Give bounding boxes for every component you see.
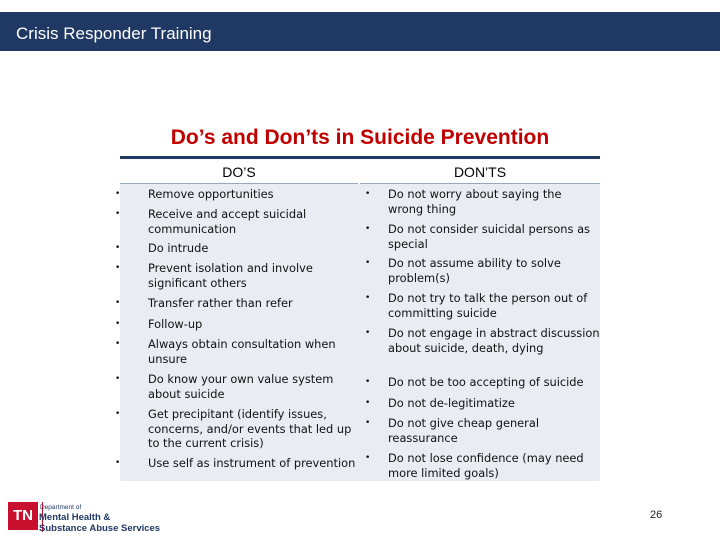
donts-item-text: Do not give cheap general reassurance xyxy=(388,416,540,445)
bullet: • xyxy=(365,293,371,303)
tn-department-logo xyxy=(8,498,168,538)
donts-header-underline xyxy=(360,183,600,184)
bullet: • xyxy=(115,209,121,219)
dos-item-text: Prevent isolation and involve significant others xyxy=(148,261,313,290)
donts-item-text: Do not be too accepting of suicide xyxy=(388,375,584,389)
logo-text xyxy=(39,504,160,534)
donts-item-text: Do not consider suicidal persons as special xyxy=(388,222,590,251)
bullet: • xyxy=(115,319,121,329)
header-banner xyxy=(0,12,720,51)
dos-header xyxy=(120,159,360,184)
dos-item-text: Receive and accept suicidal communication xyxy=(148,207,307,236)
bullet: • xyxy=(365,189,371,199)
dos-column xyxy=(115,159,360,481)
bullet: • xyxy=(115,339,121,349)
tn-logo-mark: TN xyxy=(8,502,38,530)
bullet: • xyxy=(365,398,371,408)
donts-item-text: Do not try to talk the person out of committing suicide xyxy=(388,291,588,320)
logo-department: Department of xyxy=(40,504,82,511)
bullet: • xyxy=(115,374,121,384)
dos-item-text: Do know your own value system about suicide xyxy=(148,372,334,401)
logo-line-1: Mental Health & xyxy=(39,512,111,523)
page-number: 26 xyxy=(650,509,663,521)
donts-item-text: Do not assume ability to solve problem(s) xyxy=(388,256,561,285)
dos-item-text: Follow-up xyxy=(148,317,203,331)
bullet: • xyxy=(115,409,121,419)
donts-item-text: Do not worry about saying the wrong thing xyxy=(388,187,562,216)
bullet: • xyxy=(115,243,121,253)
logo-line-2: Substance Abuse Services xyxy=(39,523,161,534)
dos-header-underline xyxy=(120,183,358,184)
donts-column xyxy=(360,159,600,481)
header-title: Crisis Responder Training xyxy=(16,24,212,43)
dos-item-text: Get precipitant (identify issues, concerns, and/or events that led up to the current crisis) xyxy=(148,407,352,450)
donts-item-text: Do not lose confidence (may need more limited goals) xyxy=(388,451,584,480)
donts-item-text: Do not engage in abstract discussion about suicide, death, dying xyxy=(388,326,600,355)
bullet: • xyxy=(365,453,371,463)
dos-heading: DO’S xyxy=(222,164,256,180)
bullet: • xyxy=(365,224,371,234)
bullet: • xyxy=(115,189,121,199)
dos-item-text: Always obtain consultation when unsure xyxy=(148,337,336,366)
donts-item-text: Do not de-legitimatize xyxy=(388,396,515,410)
bullet: • xyxy=(115,298,121,308)
dos-item-text: Do intrude xyxy=(148,241,209,255)
bullet: • xyxy=(115,458,121,468)
donts-heading: DON’TS xyxy=(453,164,507,180)
bullet: • xyxy=(365,377,371,387)
bullet: • xyxy=(115,263,121,273)
bullet: • xyxy=(365,258,371,268)
dos-item-text: Remove opportunities xyxy=(148,187,274,201)
bullet: • xyxy=(365,418,371,428)
slide-title: Do’s and Don’ts in Suicide Prevention xyxy=(170,126,550,149)
dos-item-text: Transfer rather than refer xyxy=(148,296,293,310)
dos-item-text: Use self as instrument of prevention xyxy=(148,456,356,470)
donts-header xyxy=(360,159,600,184)
bullet: • xyxy=(365,328,371,338)
